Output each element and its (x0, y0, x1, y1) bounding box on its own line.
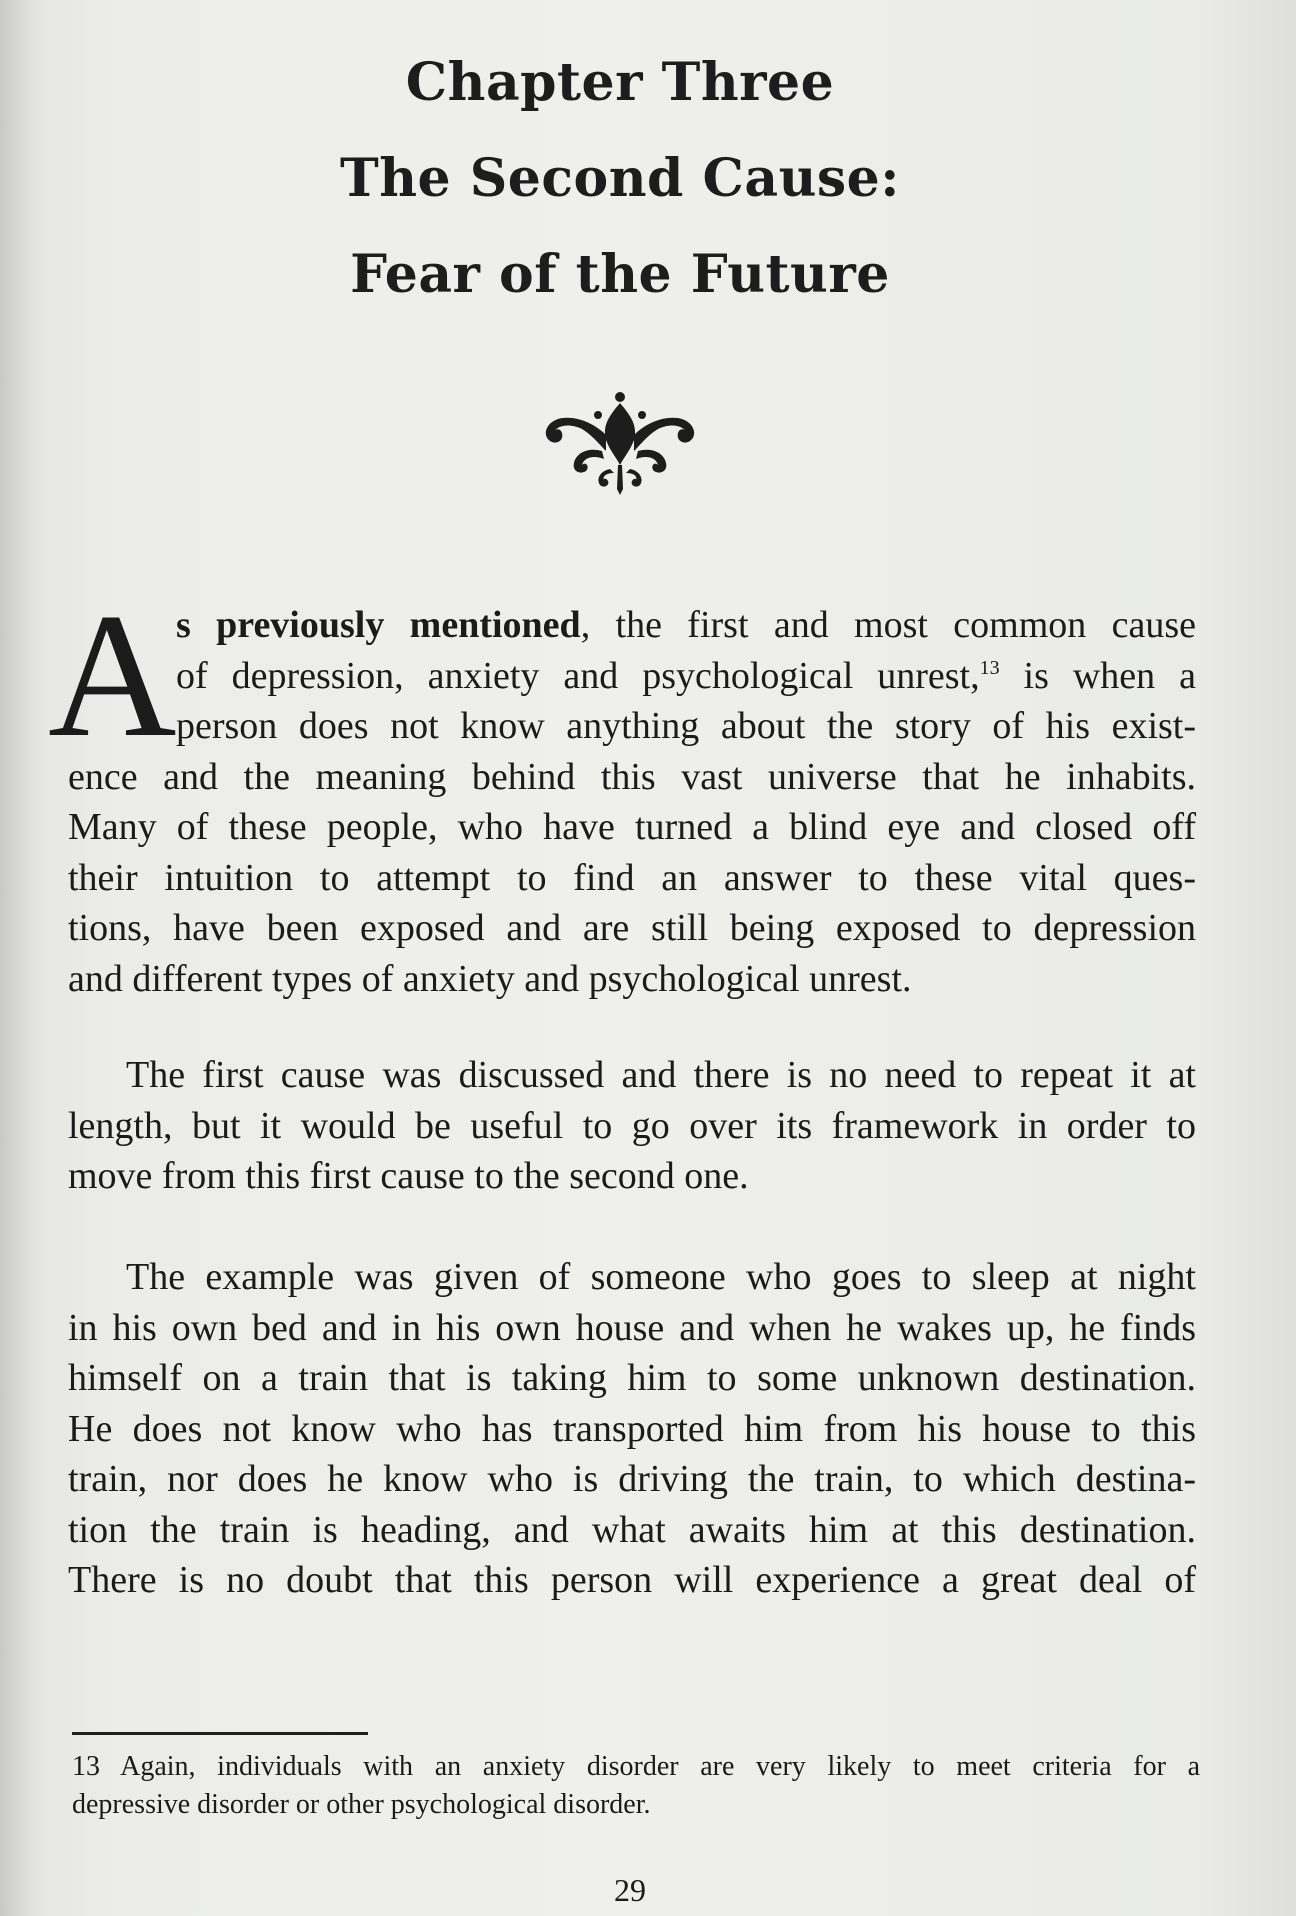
paragraph-3-line-1: The example was given of someone who goes to sleep at night (126, 1256, 1196, 1298)
floral-fleuron-icon (540, 385, 700, 495)
paragraph-3-line-6: tion the train is heading, and what awaits him at this destination. (68, 1508, 1196, 1551)
lead-bold-phrase: s previously mentioned (176, 604, 581, 646)
chapter-number-heading: Chapter Three (405, 52, 835, 113)
paragraph-3-line-4: He does not know who has transported him from his house to this (68, 1407, 1196, 1450)
paragraph-3 (68, 1252, 1196, 1606)
paragraph-1-line-3: person does not know anything about the story of his exist- (176, 705, 1196, 747)
paragraph-3-line-3: himself on a train that is taking him to some unknown destination. (68, 1357, 1196, 1399)
paragraph-1-line-2: of depression, anxiety and psychological unrest,$^{13}$ is when a (176, 654, 1196, 697)
paragraph-2-line-3: move from this first cause to the second one. (68, 1155, 749, 1197)
footnote-line-1: 13 Again, individuals with an anxiety disorder are very likely to meet criteria for a (72, 1751, 1200, 1782)
paragraph-1-line-8: and different types of anxiety and psychological unrest. (68, 957, 912, 1000)
paragraph-3-line-5: train, nor does he know who is driving the train, to which destina- (68, 1458, 1196, 1500)
paragraph-3-line-2: in his own bed and in his own house and when he wakes up, he finds (68, 1306, 1196, 1349)
paragraph-1-line-5: Many of these people, who have turned a blind eye and closed off (68, 806, 1196, 848)
chapter-title-line-1: The Second Cause: (340, 148, 900, 209)
paragraph-1-line-7: tions, have been exposed and are still being exposed to depression (68, 907, 1196, 949)
footnote-divider (72, 1732, 368, 1735)
paragraph-2 (68, 1050, 1196, 1202)
paragraph-1 (68, 600, 1196, 1004)
paragraph-1-line-6: their intuition to attempt to find an answer to these vital ques- (68, 856, 1196, 899)
paragraph-2-line-1: The first cause was discussed and there is no need to repeat it at (126, 1054, 1196, 1096)
drop-cap-letter: A (48, 576, 177, 774)
paragraph-1-line-1: s previously mentioned, the first and most common cause (176, 604, 1196, 646)
footnote-reference: 13 (979, 656, 1000, 679)
chapter-title-line-2: Fear of the Future (350, 244, 890, 305)
footnote (72, 1748, 1200, 1824)
footnote-line-2: depressive disorder or other psychological disorder. (72, 1789, 651, 1820)
paragraph-3-line-7: There is no doubt that this person will experience a great deal of (68, 1559, 1196, 1601)
page-number: 29 (614, 1872, 646, 1908)
paragraph-1-line-4: ence and the meaning behind this vast universe that he inhabits. (68, 755, 1196, 798)
paragraph-2-line-2: length, but it would be useful to go over its framework in order to (68, 1104, 1196, 1147)
